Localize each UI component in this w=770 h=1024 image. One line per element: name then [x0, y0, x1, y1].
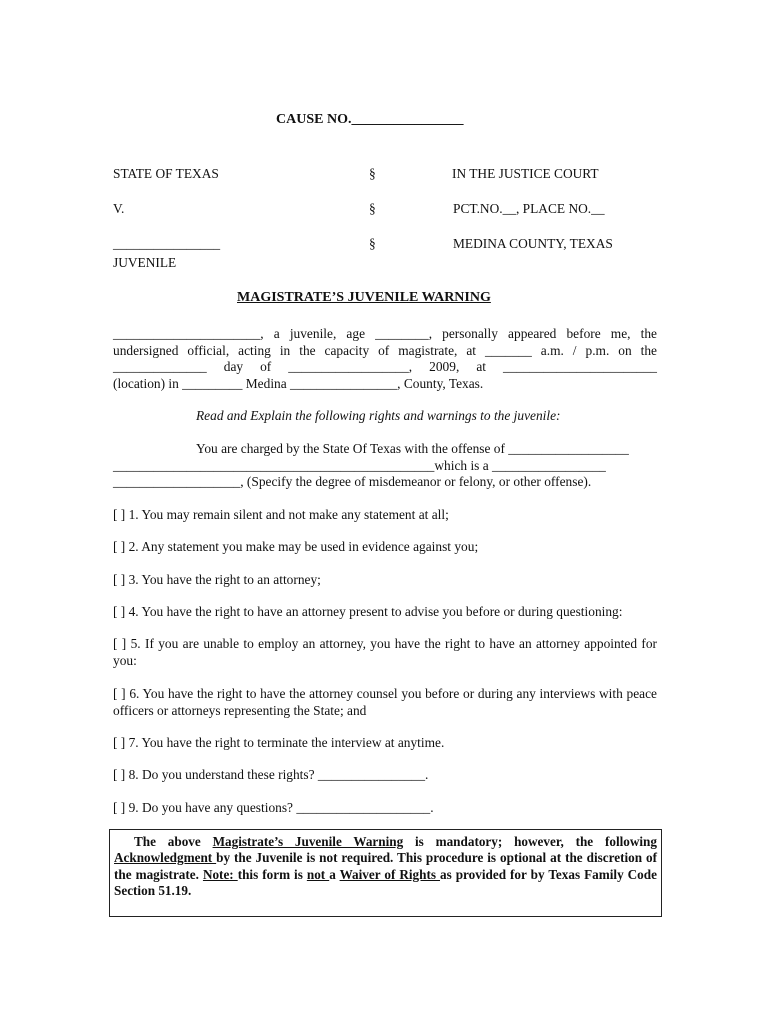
- notice-text-4: this form is: [237, 866, 307, 882]
- intro-paragraph: [113, 326, 657, 392]
- instruction: Read and Explain the following rights and warnings to the juvenile:: [196, 408, 561, 423]
- court-name: IN THE JUSTICE COURT: [452, 166, 599, 181]
- right-item-3: [ ] 3. You have the right to an attorney;: [113, 572, 321, 587]
- notice-text-3: by the Juvenile is not required. This procedure is optional at the discretion of the magistrate.: [114, 850, 657, 882]
- intro-line-2: undersigned official, acting in the capacity of magistrate, at _______ a.m. / p.m. on the: [113, 342, 657, 358]
- charge-line-1: You are charged by the State Of Texas with the offense of __________________: [196, 441, 629, 456]
- caption-juvenile-blank: ________________: [113, 236, 221, 251]
- caption-juvenile: JUVENILE: [113, 255, 177, 270]
- charge-line-2: ________________________________________________which is a _________________: [113, 457, 606, 473]
- intro-line-3: ______________ day of __________________, 2009, at _______________________: [113, 359, 657, 374]
- right-item-5: [ ] 5. If you are unable to employ an attorney, you have the right to have an attorney appointed for you:: [113, 636, 657, 668]
- precinct-place: PCT.NO.__, PLACE NO.__: [453, 201, 605, 216]
- right-item-9: [ ] 9. Do you have any questions? ____________________.: [113, 800, 434, 815]
- section-mark-3: §: [369, 236, 376, 251]
- notice-text-5: a: [329, 866, 340, 882]
- notice-text-1: The above: [134, 834, 213, 849]
- notice-not: not: [306, 866, 330, 882]
- charge-line-3: ___________________, (Specify the degree of misdemeanor or felony, or other offense).: [113, 474, 592, 489]
- caption-versus: V.: [113, 201, 125, 216]
- right-item-4: [ ] 4. You have the right to have an attorney present to advise you before or during questioning:: [113, 604, 623, 619]
- charge-paragraph: [113, 441, 657, 491]
- county-name: MEDINA COUNTY, TEXAS: [453, 236, 613, 251]
- right-item-8: [ ] 8. Do you understand these rights? ________________.: [113, 767, 429, 782]
- right-item-7: [ ] 7. You have the right to terminate the interview at anytime.: [113, 735, 445, 750]
- notice-text-6: as provided for by Texas Family Code Section 51.19.: [114, 866, 657, 898]
- notice-warning-title: Magistrate’s Juvenile Warning: [212, 834, 404, 849]
- right-item-2: [ ] 2. Any statement you make may be used in evidence against you;: [113, 539, 479, 554]
- notice-box: [109, 829, 662, 917]
- intro-line-1: ______________________, a juvenile, age ________, personally appeared before me, the: [113, 326, 657, 341]
- document-title: MAGISTRATE’S JUVENILE WARNING: [237, 290, 491, 305]
- cause-number: CAUSE NO.________________: [276, 112, 464, 127]
- right-item-6: [ ] 6. You have the right to have the attorney counsel you before or during any interviews with peace officers or attorneys representing the State; and: [113, 686, 657, 718]
- intro-line-4: (location) in _________ Medina ________________, County, Texas.: [113, 375, 484, 391]
- notice-acknowledgment: Acknowledgment: [114, 850, 217, 866]
- caption-state: STATE OF TEXAS: [113, 166, 219, 181]
- notice-waiver: Waiver of Rights: [339, 866, 440, 882]
- right-item-1: [ ] 1. You may remain silent and not make any statement at all;: [113, 507, 449, 522]
- notice-note-label: Note:: [202, 866, 238, 882]
- section-mark-1: §: [369, 166, 376, 181]
- notice-text-2: is mandatory; however, the following: [403, 834, 657, 849]
- section-mark-2: §: [369, 201, 376, 216]
